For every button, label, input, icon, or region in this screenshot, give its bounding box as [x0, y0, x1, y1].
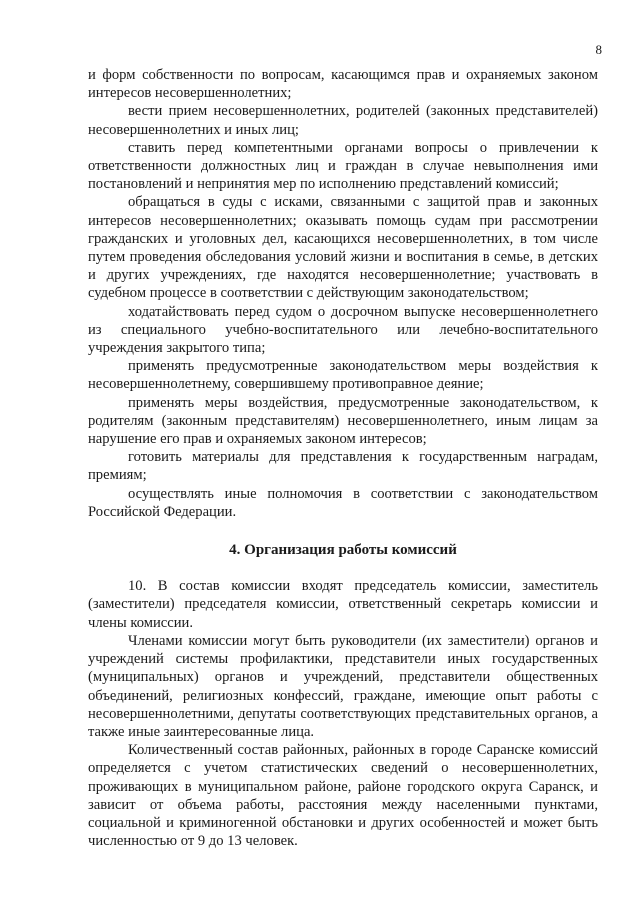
paragraph: ставить перед компетентными органами вопросы о привлечении к ответственности должностных лиц и граждан в случае невыполнения ими постановлений и непринятия мер по исполнению представлений комиссий; — [88, 139, 598, 193]
paragraph: Количественный состав районных, районных в городе Саранске комиссий определяется с учетом статистических сведений о несовершеннолетних, проживающих в муниципальном районе, районе городского округа Саранск, и зависит от объема работы, расстояния между населенными пунктами, социальной и криминогенной обстановки и других особенностей и может быть численностью от 9 до 13 человек. — [88, 742, 598, 850]
paragraph: вести прием несовершеннолетних, родителей (законных представителей) несовершеннолетних и иных лиц; — [88, 103, 598, 138]
paragraph: осуществлять иные полномочия в соответствии с законодательством Российской Федерации. — [88, 485, 598, 520]
document-body — [88, 66, 598, 850]
paragraph: 10. В состав комиссии входят председатель комиссии, заместитель (заместители) председателя комиссии, ответственный секретарь комиссии и члены комиссии. — [88, 578, 598, 631]
paragraph: применять меры воздействия, предусмотренные законодательством, к родителям (законным представителям) несовершеннолетнего, иным лицам за нарушение его прав и охраняемых законом интересов; — [88, 394, 598, 448]
paragraph: и форм собственности по вопросам, касающимся прав и охраняемых законом интересов несовершеннолетних; — [88, 67, 598, 102]
paragraph: применять предусмотренные законодательством меры воздействия к несовершеннолетнему, совершившему противоправное деяние; — [88, 358, 598, 393]
paragraph: обращаться в суды с исками, связанными с защитой прав и законных интересов несовершеннолетних; оказывать помощь судам при рассмотрении гражданских и уголовных дел, касающихся несовершеннолетних, в том числе путем проведения обследования условий жизни и воспитания в семье, в детских и других учреждениях, где находятся несовершеннолетние; участвовать в судебном процессе в соответствии с действующим законодательством; — [88, 194, 598, 302]
paragraph: ходатайствовать перед судом о досрочном выпуске несовершеннолетнего из специального учебно-воспитательного или лечебно-воспитательного учреждения закрытого типа; — [88, 303, 598, 357]
paragraph: готовить материалы для представления к государственным наградам, премиям; — [88, 449, 598, 484]
section-heading: 4. Организация работы комиссий — [229, 542, 457, 559]
paragraph: Членами комиссии могут быть руководители (их заместители) органов и учреждений системы профилактики, представители иных государственных (муниципальных) органов и учреждений, представители общественных объединений, религиозных конфессий, граждане, имеющие опыт работы с несовершеннолетними, депутаты соответствующих представительных органов, а также иные заинтересованные лица. — [88, 632, 598, 740]
page-number: 8 — [595, 42, 602, 57]
